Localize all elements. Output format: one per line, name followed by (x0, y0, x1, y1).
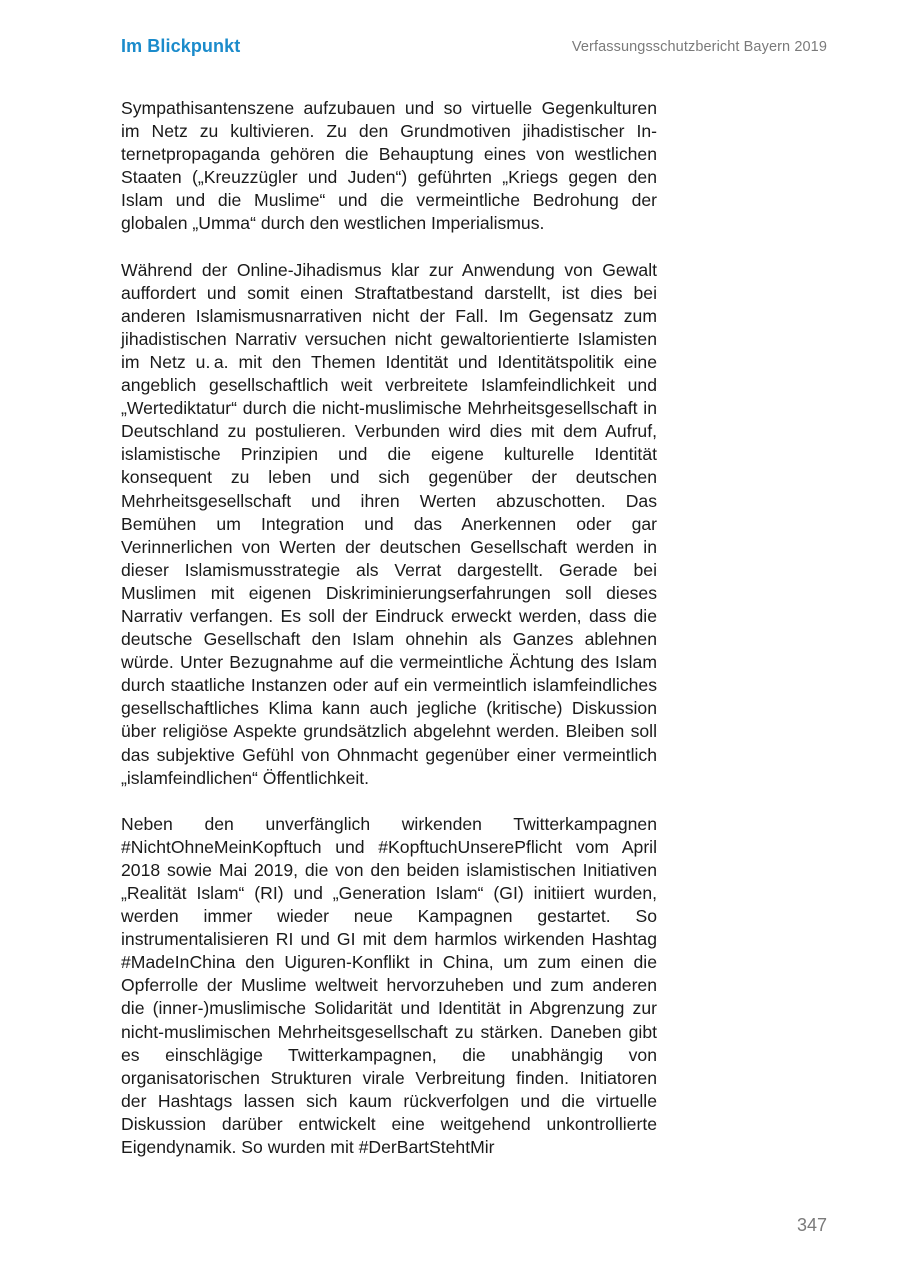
report-title: Verfassungsschutzbericht Bayern 2019 (571, 39, 827, 55)
paragraph: Neben den unverfänglich wirkenden Twitterkampagnen #NichtOhneMeinKopftuch und #KopftuchUnserePflicht vom April 2018 sowie Mai 2019, die von den beiden islamistischen Initiativen „Realität Islam“ (RI) und „Generation Islam“ (GI) initiiert wurden, werden immer wieder neue Kampagnen gestartet. So instrumentalisieren RI und GI mit dem harmlos wirkenden Hashtag #MadeInChina den Uiguren-Konflikt in China, um zum einen die Opferrolle der Muslime weltweit hervorzuheben und zum anderen die (inner-)muslimische Solidarität und Identität in Abgrenzung zur nicht-muslimischen Mehrheitsgesellschaft zu stärken. Daneben gibt es einschlägige Twitterkampagnen, die unabhängig von organisatorischen Strukturen virale Verbreitung finden. Initiatoren der Hashtags lassen sich kaum rückverfolgen und die virtuelle Diskussion darüber entwickelt eine weitgehend unkontrollierte Eigendynamik. So wurden mit #DerBartStehtMir (121, 813, 657, 1158)
paragraph: Während der Online-Jihadismus klar zur Anwendung von Gewalt auffordert und somit einen Straftatbestand darstellt, ist dies bei anderen Islamismusnarrativen nicht der Fall. Im Gegensatz zum jihadistischen Narrativ versuchen nicht gewaltorientierte Islamisten im Netz u. a. mit den Themen Identität und Identitätspolitik eine angeblich gesellschaftlich weit verbreitete Islamfeindlichkeit und „Wertediktatur“ durch die nicht-muslimische Mehrheitsgesellschaft in Deutschland zu postulieren. Verbunden wird dies mit dem Aufruf, islamistische Prinzipien und die eigene kulturelle Identität konsequent zu leben und sich gegenüber der deutschen Mehrheitsgesellschaft und ihren Werten abzuschotten. Das Bemühen um Integration und das Anerkennen oder gar Verinnerlichen von Werten der deutschen Gesellschaft werden in dieser Islamismusstrategie als Verrat dargestellt. Gerade bei Muslimen mit eigenen Diskriminierungserfahrungen soll dieses Narrativ verfangen. Es soll der Eindruck erweckt werden, dass die deutsche Gesellschaft den Islam ohnehin als Ganzes ablehnen würde. Unter Bezugnahme auf die vermeintliche Ächtung des Islam durch staatliche Instanzen oder auf ein vermeintlich islamfeindliches gesellschaftliches Klima kann auch jegliche (kritische) Diskussion über religiöse Aspekte grundsätzlich abgelehnt werden. Bleiben soll das subjektive Gefühl von Ohnmacht gegenüber einer vermeintlich „islamfeindlichen“ Öffentlichkeit. (121, 259, 657, 788)
section-label: Im Blickpunkt (121, 36, 241, 56)
paragraph: Sympathisantenszene aufzubauen und so virtuelle Gegenkulturen im Netz zu kultivieren. Zu den Grundmotiven jihadistischer Internetpropaganda gehören die Behauptung eines von westlichen Staaten („Kreuzzügler und Juden“) geführten „Kriegs gegen den Islam und die Muslime“ und die vermeintliche Bedrohung der globalen „Umma“ durch den westlichen Imperialismus. (121, 98, 657, 234)
page-number: 347 (796, 1215, 827, 1235)
body-text (121, 97, 657, 1182)
